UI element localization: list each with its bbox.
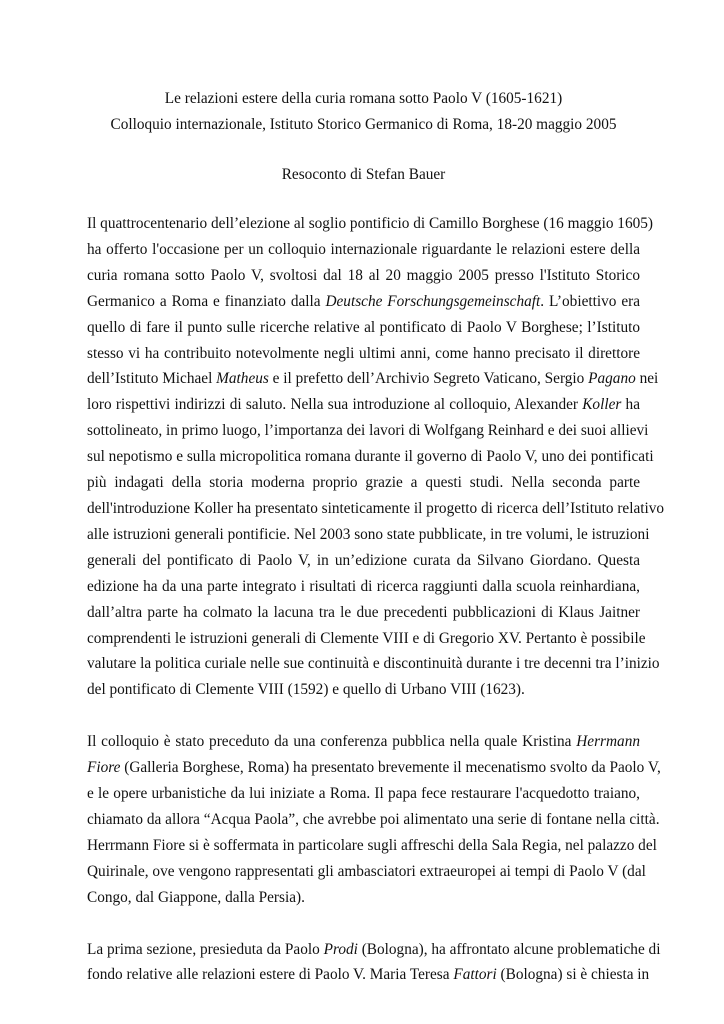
text-line: Quirinale, ove vengono rappresentati gli ambasciatori extraeuropei ai tempi di Paolo V (dal bbox=[87, 862, 646, 880]
document-title bbox=[87, 86, 640, 138]
text-line: e le opere urbanistiche da lui iniziate a Roma. Il papa fece restaurare l'acquedotto traiano, bbox=[87, 785, 640, 803]
italic-name: Fattori bbox=[453, 966, 497, 984]
text-line: Il colloquio è stato preceduto da una conferenza pubblica nella quale Kristina Herrmann bbox=[87, 733, 640, 751]
paragraph-1 bbox=[87, 211, 665, 703]
italic-name: Fiore bbox=[87, 759, 121, 777]
title-line: Le relazioni estere della curia romana sotto Paolo V (1605-1621) bbox=[164, 90, 563, 107]
text-line: quello di fare il punto sulle ricerche relative al pontificato di Paolo V Borghese; l’Istituto bbox=[87, 318, 640, 336]
text-line: sul nepotismo e sulla micropolitica romana durante il governo di Paolo V, uno dei pontificati bbox=[87, 448, 654, 466]
text-line: Germanico a Roma e finanziato dalla Deutsche Forschungsgemeinschaft. L’obiettivo era bbox=[87, 292, 640, 310]
text-line: Il quattrocentenario dell’elezione al soglio pontificio di Camillo Borghese (16 maggio 1605) bbox=[87, 215, 653, 232]
text-line: chiamato da allora “Acqua Paola”, che avrebbe poi alimentato una serie di fontane nella città. bbox=[87, 810, 660, 828]
text-line: del pontificato di Clemente VIII (1592) e quello di Urbano VIII (1623). bbox=[87, 681, 525, 699]
italic-name: Herrmann bbox=[576, 733, 640, 751]
text-line: stesso vi ha contribuito notevolmente negli ultimi anni, come hanno precisato il direttore bbox=[87, 344, 640, 362]
text-line: alle istruzioni generali pontificie. Nel 2003 sono state pubblicate, in tre volumi, le istruzioni bbox=[87, 525, 650, 543]
text-line: edizione ha da una parte integrato i risultati di ricerca raggiunti dalla scuola reinhardiana, bbox=[87, 577, 640, 595]
text-line: loro rispettivi indirizzi di saluto. Nella sua introduzione al colloquio, Alexander Koller ha bbox=[87, 396, 640, 414]
text-line: Congo, dal Giappone, dalla Persia). bbox=[87, 888, 305, 906]
text-line: generali del pontificato di Paolo V, in un’edizione curata da Silvano Giordano. Questa bbox=[87, 551, 640, 569]
italic-name: Koller bbox=[582, 396, 622, 414]
italic-term: Deutsche Forschungsgemeinschaft bbox=[325, 292, 541, 310]
text-line: comprendenti le istruzioni generali di Clemente VIII e di Gregorio XV. Pertanto è possibile bbox=[87, 629, 646, 647]
italic-name: Pagano bbox=[588, 370, 636, 388]
text-line: Herrmann Fiore si è soffermata in particolare sugli affreschi della Sala Regia, nel palazzo del bbox=[87, 836, 657, 854]
subtitle-line: Colloquio internazionale, Istituto Storico Germanico di Roma, 18-20 maggio 2005 bbox=[110, 116, 617, 133]
author-line: Resoconto di Stefan Bauer bbox=[281, 166, 446, 183]
text-line: dell'introduzione Koller ha presentato sinteticamente il progetto di ricerca dell’Istituto relativo bbox=[87, 499, 665, 517]
italic-name: Prodi bbox=[323, 940, 358, 958]
document-page bbox=[87, 86, 665, 988]
text-line: ha offerto l'occasione per un colloquio internazionale riguardante le relazioni estere della bbox=[87, 240, 640, 258]
text-line: valutare la politica curiale nelle sue continuità e discontinuità durante i tre decenni tra l’inizio bbox=[87, 655, 660, 673]
text-line: curia romana sotto Paolo V, svoltosi dal 18 al 20 maggio 2005 presso l'Istituto Storico bbox=[87, 266, 640, 284]
text-line: La prima sezione, presieduta da Paolo Prodi (Bologna), ha affrontato alcune problematiche di bbox=[87, 940, 661, 958]
paragraph-3 bbox=[87, 937, 661, 989]
text-line: Fiore (Galleria Borghese, Roma) ha presentato brevemente il mecenatismo svolto da Paolo V, bbox=[87, 759, 661, 777]
text-line: più indagati della storia moderna proprio grazie a questi studi. Nella seconda parte bbox=[87, 474, 640, 492]
text-line: fondo relative alle relazioni estere di Paolo V. Maria Teresa Fattori (Bologna) si è chiesta in bbox=[87, 966, 650, 984]
italic-name: Matheus bbox=[216, 370, 269, 388]
text-line: sottolineato, in primo luogo, l’importanza dei lavori di Wolfgang Reinhard e dei suoi allievi bbox=[87, 422, 649, 440]
paragraph-2 bbox=[87, 729, 661, 910]
text-line: dall’altra parte ha colmato la lacuna tra le due precedenti pubblicazioni di Klaus Jaitner bbox=[87, 603, 640, 621]
text-line: dell’Istituto Michael Matheus e il prefetto dell’Archivio Segreto Vaticano, Sergio Pagano nei bbox=[87, 370, 659, 388]
